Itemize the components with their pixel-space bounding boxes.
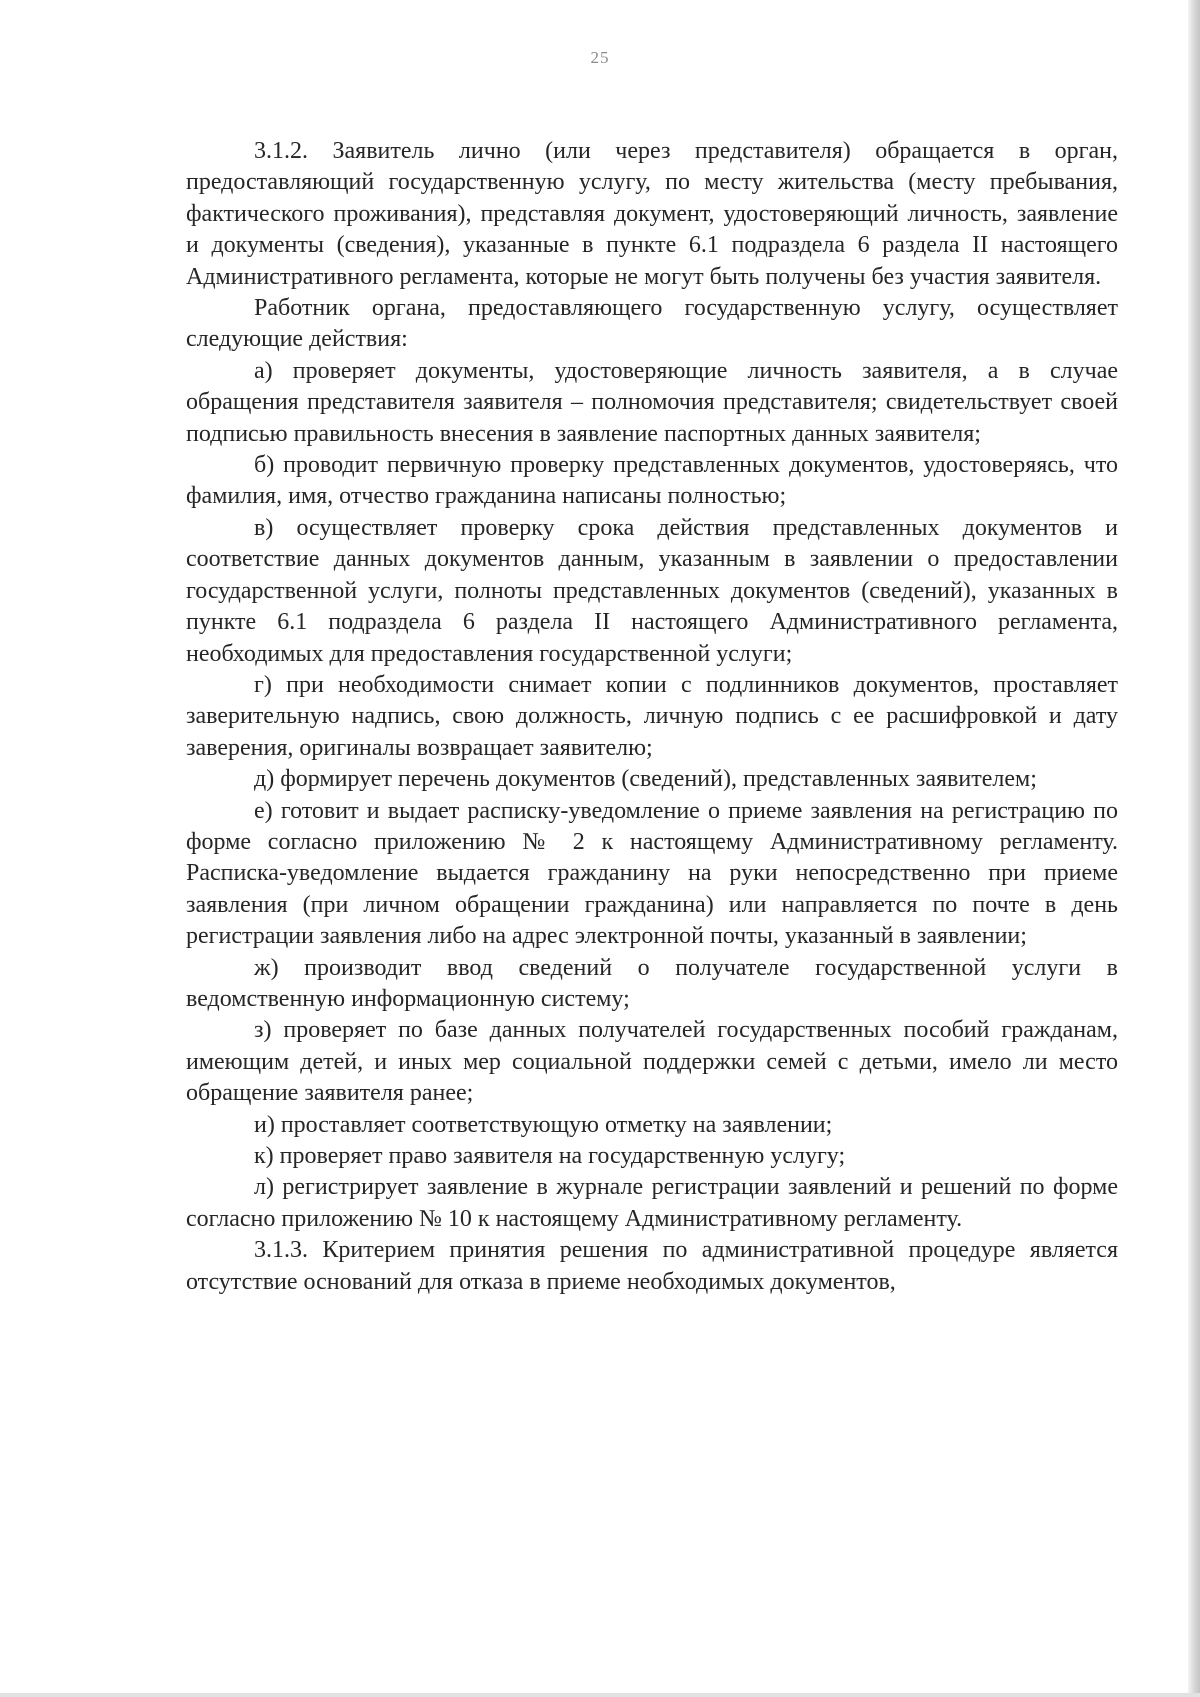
document-body <box>186 136 1118 1298</box>
list-item-k: к) проверяет право заявителя на государственную услугу; <box>254 1143 846 1169</box>
scan-bottom-edge <box>0 1693 1200 1697</box>
paragraph-3-1-3: 3.1.3. Критерием принятия решения по административной процедуре является отсутствие оснований для отказа в приеме необходимых документов, <box>186 1237 1118 1295</box>
list-item-zh: ж) производит ввод сведений о получателе государственной услуги в ведомственную информационную систему; <box>186 954 1118 1012</box>
list-item-g: г) при необходимости снимает копии с подлинников документов, проставляет заверительную надпись, свою должность, личную подпись с ее расшифровкой и дату заверения, оригиналы возвращает заявителю; <box>186 671 1118 761</box>
list-item-e: е) готовит и выдает расписку-уведомление о приеме заявления на регистрацию по форме согласно приложению № 2 к настоящему Административному регламенту. Расписка-уведомление выдается гражданину на руки непосредственно при приеме заявления (при личном обращении гражданина) или направляется по почте в день регистрации заявления либо на адрес электронной почты, указанный в заявлении; <box>186 797 1118 950</box>
scan-edge-shadow <box>1188 0 1200 1697</box>
list-item-d: д) формирует перечень документов (сведений), представленных заявителем; <box>254 766 1037 793</box>
list-item-i: и) проставляет соответствующую отметку на заявлении; <box>254 1111 833 1138</box>
list-item-a: а) проверяет документы, удостоверяющие личность заявителя, а в случае обращения представителя заявителя – полномочия представителя; свидетельствует своей подписью правильность внесения в заявление паспортных данных заявителя; <box>186 357 1118 447</box>
list-item-b: б) проводит первичную проверку представленных документов, удостоверяясь, что фамилия, имя, отчество гражданина написаны полностью; <box>186 452 1118 510</box>
list-item-l: л) регистрирует заявление в журнале регистрации заявлений и решений по форме согласно приложению № 10 к настоящему Административному регламенту. <box>186 1174 1118 1232</box>
list-item-z: з) проверяет по базе данных получателей государственных пособий гражданам, имеющим детей, и иных мер социальной поддержки семей с детьми, имело ли место обращение заявителя ранее; <box>186 1017 1118 1107</box>
list-item-v: в) осуществляет проверку срока действия представленных документов и соответствие данных документов данным, указанным в заявлении о предоставлении государственной услуги, полноты представленных документов (сведений), указанных в пункте 6.1 подраздела 6 раздела II настоящего Административного регламента, необходимых для предоставления государственной услуги; <box>186 514 1118 667</box>
paragraph-3-1-2: 3.1.2. Заявитель лично (или через представителя) обращается в орган, предоставляющий государственную услугу, по месту жительства (месту пребывания, фактического проживания), представляя документ, удостоверяющий личность, заявление и документы (сведения), указанные в пункте 6.1 подраздела 6 раздела II настоящего Административного регламента, которые не могут быть получены без участия заявителя. <box>186 138 1118 290</box>
page-number: 25 <box>590 48 610 67</box>
paragraph-employee-actions: Работник органа, предоставляющего государственную услугу, осуществляет следующие действия: <box>186 295 1118 353</box>
